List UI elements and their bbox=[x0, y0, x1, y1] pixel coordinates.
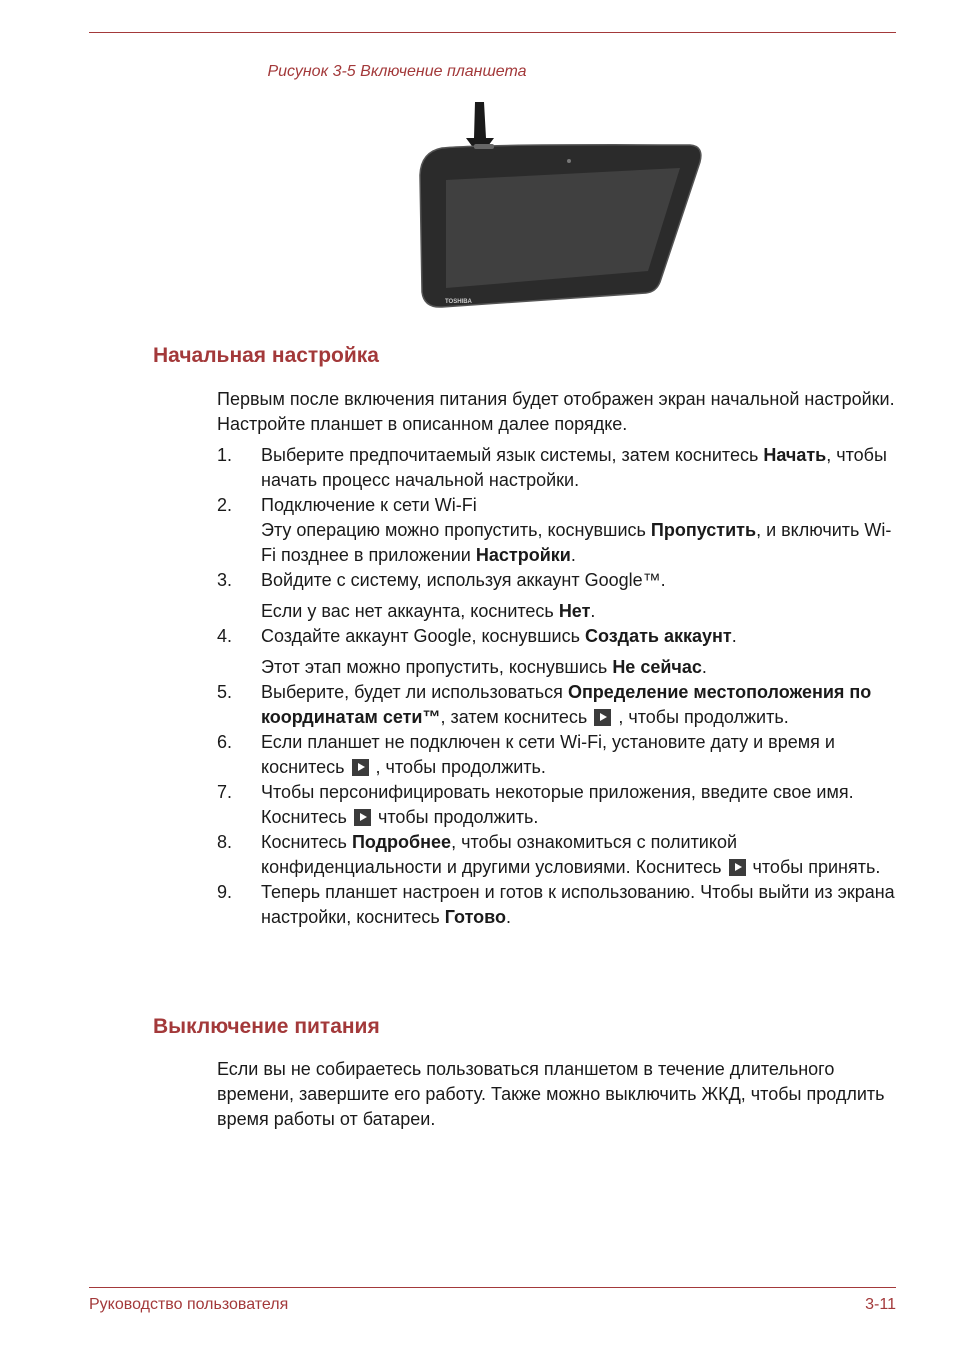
list-item: 1. Выберите предпочитаемый язык системы, затем коснитесь Начать, чтобы начать процесс начальной настройки. bbox=[217, 445, 887, 490]
tablet-screen bbox=[446, 168, 680, 288]
list-item: 7. Чтобы персонифицировать некоторые приложения, введите свое имя. Коснитесь чтобы продолжить. bbox=[217, 782, 854, 827]
list-item-note: Этот этап можно пропустить, коснувшись Не сейчас. bbox=[261, 657, 707, 677]
power-button bbox=[474, 144, 494, 149]
list-item: 8. Коснитесь Подробнее, чтобы ознакомиться с политикой конфиденциальности и другими условиями. Коснитесь чтобы принять. bbox=[217, 832, 881, 877]
next-arrow-icon bbox=[594, 709, 611, 726]
power-off-text: Если вы не собираетесь пользоваться планшетом в течение длительного времени, завершите его работу. Также можно выключить ЖКД, чтобы продлить время работы от батареи. bbox=[217, 1059, 885, 1129]
page-number: 3-11 bbox=[865, 1296, 896, 1313]
list-item: 5. Выберите, будет ли использоваться Определение местоположения по координатам сети™, затем коснитесь , чтобы продолжить. bbox=[217, 682, 872, 727]
header-rule bbox=[89, 32, 896, 33]
camera-icon bbox=[567, 159, 571, 163]
list-item-note: Если у вас нет аккаунта, коснитесь Нет. bbox=[261, 601, 596, 621]
tablet-illustration bbox=[412, 100, 712, 315]
next-arrow-icon bbox=[354, 809, 371, 826]
list-item: 2. Подключение к сети Wi-Fi Эту операцию можно пропустить, коснувшись Пропустить, и включить Wi-Fi позднее в приложении Настройки. bbox=[217, 495, 892, 565]
list-item: 9. Теперь планшет настроен и готов к использованию. Чтобы выйти из экрана настройки, коснитесь Готово. bbox=[217, 882, 895, 927]
list-item: 6. Если планшет не подключен к сети Wi-Fi, установите дату и время и коснитесь , чтобы продолжить. bbox=[217, 732, 835, 777]
figure-caption: Рисунок 3-5 Включение планшета bbox=[267, 63, 527, 80]
next-arrow-icon bbox=[729, 859, 746, 876]
footer-title: Руководство пользователя bbox=[89, 1296, 289, 1313]
section-heading-initial-setup: Начальная настройка bbox=[153, 344, 379, 367]
list-item: 3. Войдите с систему, используя аккаунт Google™. bbox=[217, 570, 666, 590]
list-item: 4. Создайте аккаунт Google, коснувшись Создать аккаунт. bbox=[217, 626, 737, 646]
brand-label: TOSHIBA bbox=[445, 299, 472, 305]
setup-steps bbox=[217, 443, 897, 930]
setup-intro: Первым после включения питания будет отображен экран начальной настройки. Настройте планшет в описанном далее порядке. bbox=[217, 389, 895, 434]
section-heading-power-off: Выключение питания bbox=[153, 1015, 380, 1038]
next-arrow-icon bbox=[352, 759, 369, 776]
footer-rule bbox=[89, 1287, 896, 1288]
